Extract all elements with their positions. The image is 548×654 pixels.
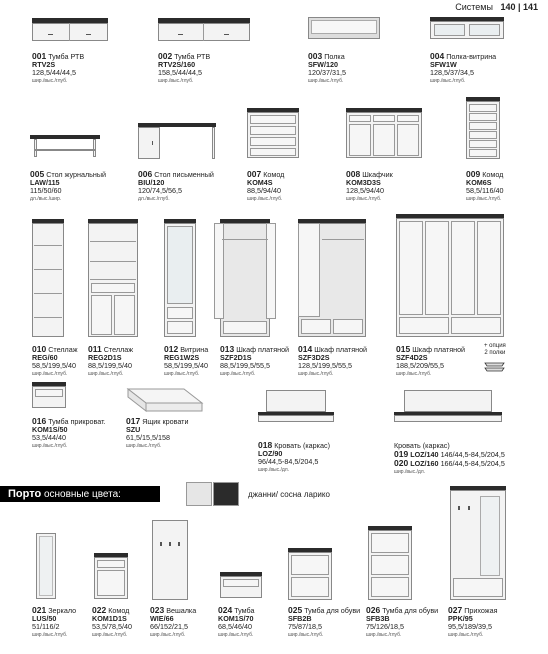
section-title: Системы <box>455 2 493 12</box>
product-018-image <box>258 390 334 426</box>
product-027-image <box>450 486 506 600</box>
product-015-label: 015 Шкаф платяной SZF4D2S 188,5/209/55,5 шир./выс./глуб. <box>396 344 466 377</box>
optional-shelves-icon <box>484 360 506 372</box>
color-swatch-light <box>186 482 212 506</box>
product-009-label: 009 Комод KOM6S 58,5/116/40 шир./выс./глуб. <box>466 169 504 202</box>
product-002-label: 002 Тумба РТВ RTV2S/160 158,5/44/44,5 шир./выс./глуб. <box>158 51 211 84</box>
color-swatch-dark <box>213 482 239 506</box>
product-012-label: 012 Витрина REG1W2S 58,5/199,5/40 шир./выс./глуб. <box>164 344 209 377</box>
product-018-label: 018 Кровать (каркас) LOZ/90 96/44,5-84,5/204,5 шир./выс./дл. <box>258 440 330 473</box>
product-015-image <box>396 214 504 339</box>
option-note: + опция 2 полки <box>484 343 506 356</box>
product-001-label: 001 Тумба РТВ RTV2S 128,5/44/44,5 шир./выс./глуб. <box>32 51 85 84</box>
product-003-image <box>308 17 380 39</box>
product-022-label: 022 Комод KOM1D1S 53,5/78,5/40 шир./выс./глуб. <box>92 605 132 638</box>
product-005-image <box>30 135 100 157</box>
product-017-label: 017 Ящик кровати SZU 61,5/15,5/158 шир./выс./глуб. <box>126 416 189 449</box>
product-013-label: 013 Шкаф платяной SZF2D1S 88,5/199,5/55,5 шир./выс./глуб. <box>220 344 290 377</box>
product-008-image <box>346 108 422 160</box>
page-header <box>455 2 538 12</box>
product-007-label: 007 Комод KOM4S 88,5/94/40 шир./выс./глуб. <box>247 169 285 202</box>
product-024-image <box>220 572 262 600</box>
product-021-image <box>36 533 56 599</box>
page-numbers: 140 | 141 <box>500 2 538 12</box>
product-014-label: 014 Шкаф платяной SZF3D2S 128,5/199,5/55,5 шир./выс./глуб. <box>298 344 368 377</box>
product-010-image <box>32 219 64 339</box>
product-024-label: 024 Тумба KOM1S/70 68,5/46/40 шир./выс./глуб. <box>218 605 255 638</box>
product-008-label: 008 Шкафчик KOM3D3S 128,5/94/40 шир./выс./глуб. <box>346 169 393 202</box>
bed-019-020-image <box>394 390 502 426</box>
product-010-label: 010 Стеллаж REG/60 58,5/199,5/40 шир./выс./глуб. <box>32 344 78 377</box>
product-007-image <box>247 108 299 160</box>
product-017-image <box>122 385 206 419</box>
product-012-image <box>164 219 196 339</box>
product-026-image <box>368 526 412 600</box>
product-004-image <box>430 17 504 39</box>
colors-label: джанни/ сосна ларико <box>248 490 330 499</box>
product-005-label: 005 Стол журнальный LAW/115 115/50/60 дл./выс./шир. <box>30 169 107 202</box>
product-011-label: 011 Стеллаж REG2D1S 88,5/199,5/40 шир./выс./глуб. <box>88 344 134 377</box>
product-004-label: 004 Полка-витрина SFW1W 128,5/37/34,5 шир./выс./глуб. <box>430 51 497 84</box>
product-026-label: 026 Тумба для обуви SFB3B 75/126/18,5 шир./выс./глуб. <box>366 605 439 638</box>
product-025-label: 025 Тумба для обуви SFB2B 75/87/18,5 шир./выс./глуб. <box>288 605 361 638</box>
colors-banner: Порто основные цвета: <box>0 486 160 502</box>
product-022-image <box>94 553 128 599</box>
product-011-image <box>88 219 138 339</box>
bed-019-020-label: Кровать (каркас) 019 LOZ/140 146/44,5-84,5/204,5 020 LOZ/160 166/44,5-84,5/204,5 шир./выс./дл. <box>394 441 505 475</box>
product-013-image <box>220 219 270 339</box>
product-014-image <box>298 219 366 339</box>
product-009-image <box>466 97 500 161</box>
product-006-label: 006 Стол письменный BIU/120 120/74,5/56,5 дл./выс./глуб. <box>138 169 214 202</box>
product-016-label: 016 Тумба прикроват. KOM1S/50 53,5/44/40 шир./выс./глуб. <box>32 416 106 449</box>
product-002-image <box>158 18 250 43</box>
product-021-label: 021 Зеркало LUS/50 51/116/2 шир./выс./глуб. <box>32 605 77 638</box>
product-027-label: 027 Прихожая PPK/95 95,5/189/39,5 шир./выс./глуб. <box>448 605 498 638</box>
product-023-label: 023 Вешалка WIE/66 66/152/21,5 шир./выс./глуб. <box>150 605 197 638</box>
product-023-image <box>152 520 188 600</box>
product-003-label: 003 Полка SFW/120 120/37/31,5 шир./выс./глуб. <box>308 51 346 84</box>
product-006-image <box>138 123 216 159</box>
product-001-image <box>32 18 108 43</box>
product-016-image <box>32 382 66 410</box>
product-025-image <box>288 548 332 600</box>
